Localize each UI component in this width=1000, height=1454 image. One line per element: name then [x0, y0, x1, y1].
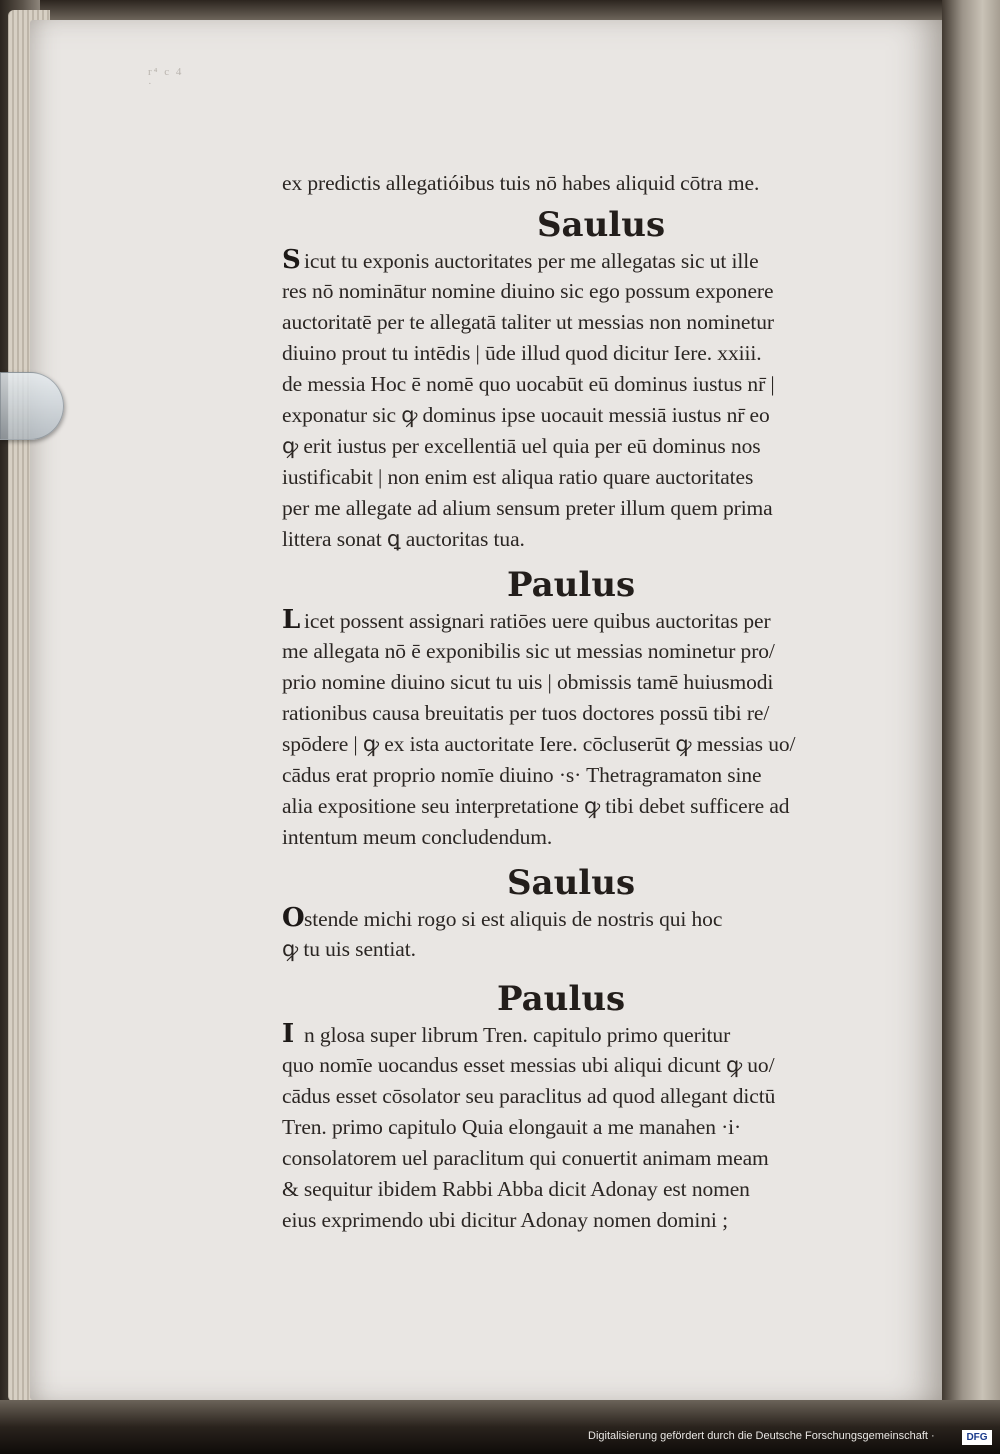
- dfg-logo: DFG: [962, 1430, 992, 1445]
- book-top-edge: [0, 0, 1000, 20]
- signature-mark: r⁴ c 4 ·: [148, 66, 184, 90]
- text-line: prio nomine diuino sicut tu uis | obmissis tamē huiusmodi: [282, 670, 774, 694]
- text-line: rationibus causa breuitatis per tuos doctores possū tibi re/: [282, 701, 770, 725]
- text-line: & sequitur ibidem Rabbi Abba dicit Adonay est nomen: [282, 1177, 750, 1201]
- text-line: auctoritatē per te allegatā taliter ut messias non nominetur: [282, 310, 774, 334]
- text-line: iustificabit | non enim est aliqua ratio quare auctoritates: [282, 465, 754, 489]
- text-line: Ostende michi rogo si est aliquis de nostris qui hoc: [282, 903, 723, 933]
- text-line: intentum meum concludendum.: [282, 825, 553, 849]
- text-line: consolatorem uel paraclitum qui conuertit animam meam: [282, 1146, 769, 1170]
- text-line: per me allegate ad alium sensum preter illum quem prima: [282, 496, 773, 520]
- text-line: L icet possent assignari ratiōes uere quibus auctoritas per: [282, 605, 771, 635]
- opening-line: ex predictis allegatióibus tuis nō habes aliquid cōtra me.: [282, 171, 760, 195]
- text-line: cādus erat proprio nomīe diuino ·s· Thetragramaton sine: [282, 763, 762, 787]
- text-line: littera sonat ꝗ auctoritas tua.: [282, 527, 525, 551]
- text-line: Tren. primo capitulo Quia elongauit a me manahen ·i·: [282, 1115, 742, 1139]
- text-line: spōdere | ꝙ ex ista auctoritate Iere. cōcluserūt ꝙ messias uo/: [282, 732, 796, 756]
- digitization-credit: Digitalisierung gefördert durch die Deutsche Forschungsgemeinschaft ·: [588, 1430, 935, 1442]
- initial-letter: O: [282, 903, 305, 933]
- text-line: de messia Hoc ē nomē quo uocabūt eū dominus iustus nr̄ |: [282, 372, 775, 396]
- text-line: S icut tu exponis auctoritates per me allegatas sic ut ille: [282, 245, 759, 275]
- text-line: I n glosa super librum Tren. capitulo primo queritur: [282, 1019, 731, 1049]
- text-line: me allegata nō ē exponibilis sic ut messias nominetur pro/: [282, 639, 775, 663]
- initial-letter: L: [282, 605, 301, 635]
- text-line: alia expositione seu interpretatione ꝙ tibi debet sufficere ad: [282, 794, 790, 818]
- text-line: res nō nominātur nomine diuino sic ego possum exponere: [282, 279, 774, 303]
- text-line: cādus esset cōsolator seu paraclitus ad quod allegant dictū: [282, 1084, 776, 1108]
- text-block: [282, 168, 854, 1236]
- text-line: eius exprimendo ubi dicitur Adonay nomen domini ;: [282, 1208, 728, 1232]
- speaker-heading: Paulus: [497, 979, 626, 1019]
- text-line: ꝙ tu uis sentiat.: [282, 937, 416, 961]
- book-right-edge: [942, 0, 1000, 1410]
- text-line: ꝙ erit iustus per excellentiā uel quia per eū dominus nos: [282, 434, 761, 458]
- speaker-heading: Paulus: [507, 565, 636, 605]
- initial-letter: S: [282, 245, 301, 275]
- initial-letter: I: [282, 1019, 295, 1049]
- text-line: quo nomīe uocandus esset messias ubi aliqui dicunt ꝙ uo/: [282, 1053, 775, 1077]
- speaker-heading: Saulus: [507, 863, 636, 903]
- text-line: diuino prout tu intēdis | ūde illud quod dicitur Iere. xxiii.: [282, 341, 762, 365]
- speaker-heading: Saulus: [537, 205, 666, 245]
- text-line: exponatur sic ꝙ dominus ipse uocauit messiā iustus nr̄ eo: [282, 403, 770, 427]
